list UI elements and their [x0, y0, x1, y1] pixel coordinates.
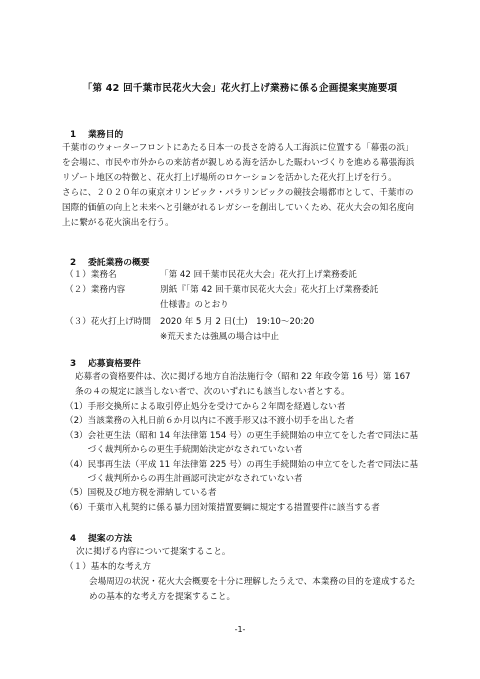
list-item [65, 429, 425, 458]
paragraph: 次に掲げる内容について提案すること。 [76, 547, 231, 557]
section-number: 3 [70, 359, 77, 369]
list-marker: （5） [65, 488, 88, 499]
overview-label: （２）業務内容 [65, 285, 126, 295]
list-marker: （4） [65, 459, 88, 470]
list-text: 民事再生法（平成 11 年法律第 225 号）の再生手続開始の申立てをした者で同法に基づく裁判所からの再生計画認可決定がなされていない者 [87, 459, 419, 485]
list-text: 国税及び地方税を滞納している者 [87, 488, 217, 499]
overview-row [65, 315, 314, 329]
list-item [65, 458, 425, 487]
overview-value: 「第 42 回千葉市民花火大会」花火打上げ業務委託 [160, 270, 357, 280]
overview-value: 別紙『「第 42 回千葉市民花火大会」花火打上げ業務委託 [160, 285, 379, 295]
list-text: 千葉市入札契約に係る暴力団対策措置要綱に規定する措置要件に該当する者 [87, 502, 380, 513]
list-text: 当該業務の入札日前６か月以内に不渡手形又は不渡小切手を出した者 [87, 416, 355, 427]
list-text: 会社更生法（昭和 14 年法律第 154 号）の更生手続開始の申立てをした者で同法に基づく裁判所からの更生手続開始決定がなされていない者 [87, 430, 419, 456]
section-4-intro [76, 545, 416, 560]
list-marker: （2） [65, 416, 88, 427]
section-2-heading [70, 255, 150, 268]
list-marker: （1） [65, 402, 88, 412]
list-marker: （6） [65, 502, 88, 513]
overview-row [65, 283, 378, 297]
section-title: 応募資格要件 [88, 359, 141, 369]
overview-label: （１）業務名 [65, 270, 117, 280]
overview-value: 仕様書』のとおり [160, 300, 229, 310]
page-number: -1- [234, 625, 246, 634]
overview-value: 2020 年 5 月 2 日(土) 19:10～20:20 [160, 317, 315, 327]
list-item [65, 414, 425, 428]
section-3-intro [75, 370, 419, 399]
section-title: 委託業務の概要 [88, 258, 150, 268]
section-1-body [62, 141, 418, 231]
list-text: 手形交換所による取引停止処分を受けてから２年間を経過しない者 [87, 402, 346, 412]
document-title: 「第 42 回千葉市民花火大会」花火打上げ業務に係る企画提案実施要項 [82, 83, 398, 94]
list-item [65, 400, 425, 414]
list-item [65, 501, 425, 515]
overview-row [65, 330, 279, 344]
paragraph: 会場周辺の状況・花火大会概要を十分に理解したうえで、本業務の目的を達成するための基本的な考え方を提案すること。 [89, 577, 416, 602]
overview-value: ※荒天または強風の場合は中止 [160, 332, 279, 342]
proposal-sub-label: （１）基本的な考え方 [65, 562, 151, 572]
section-title: 業務目的 [88, 130, 124, 140]
qualification-list [65, 400, 425, 515]
section-title: 提案の方法 [88, 534, 132, 544]
section-4-heading [70, 531, 132, 544]
section-number: 2 [70, 258, 77, 268]
section-number: 1 [70, 130, 77, 140]
list-marker: （3） [65, 430, 88, 441]
section-3-heading [70, 356, 141, 369]
list-item [65, 486, 425, 500]
section-1-heading [70, 127, 123, 140]
paragraph: 千葉市のウォーターフロントにあたる日本一の長さを誇る人工海浜に位置する「幕張の浜」を会場に、市民や市外からの来訪者が親しめる海を活かした賑わいづくりを進める幕張海浜リゾート地区の特徴と、花火打上げ場所のロケーションを活かした花火打上げを行う。 [62, 143, 415, 183]
section-number: 4 [70, 534, 77, 544]
section-4-body [89, 575, 419, 605]
overview-row [65, 298, 229, 312]
paragraph: さらに、２０２０年の東京オリンピック・パラリンピックの競技会場都市として、千葉市の国際的価値の向上と未来へと引継がれるレガシーを創出していくため、花火大会の知名度向上に繋がる花火演出を行う。 [62, 188, 415, 228]
overview-label: （３）花火打上げ時間 [65, 317, 151, 327]
overview-row [65, 268, 357, 282]
paragraph: 応募者の資格要件は、次に掲げる地方自治法施行令（昭和 22 年政令第 16 号）第 167 条の４の規定に該当しない者で、次のいずれにも該当しない者とする。 [75, 372, 411, 397]
